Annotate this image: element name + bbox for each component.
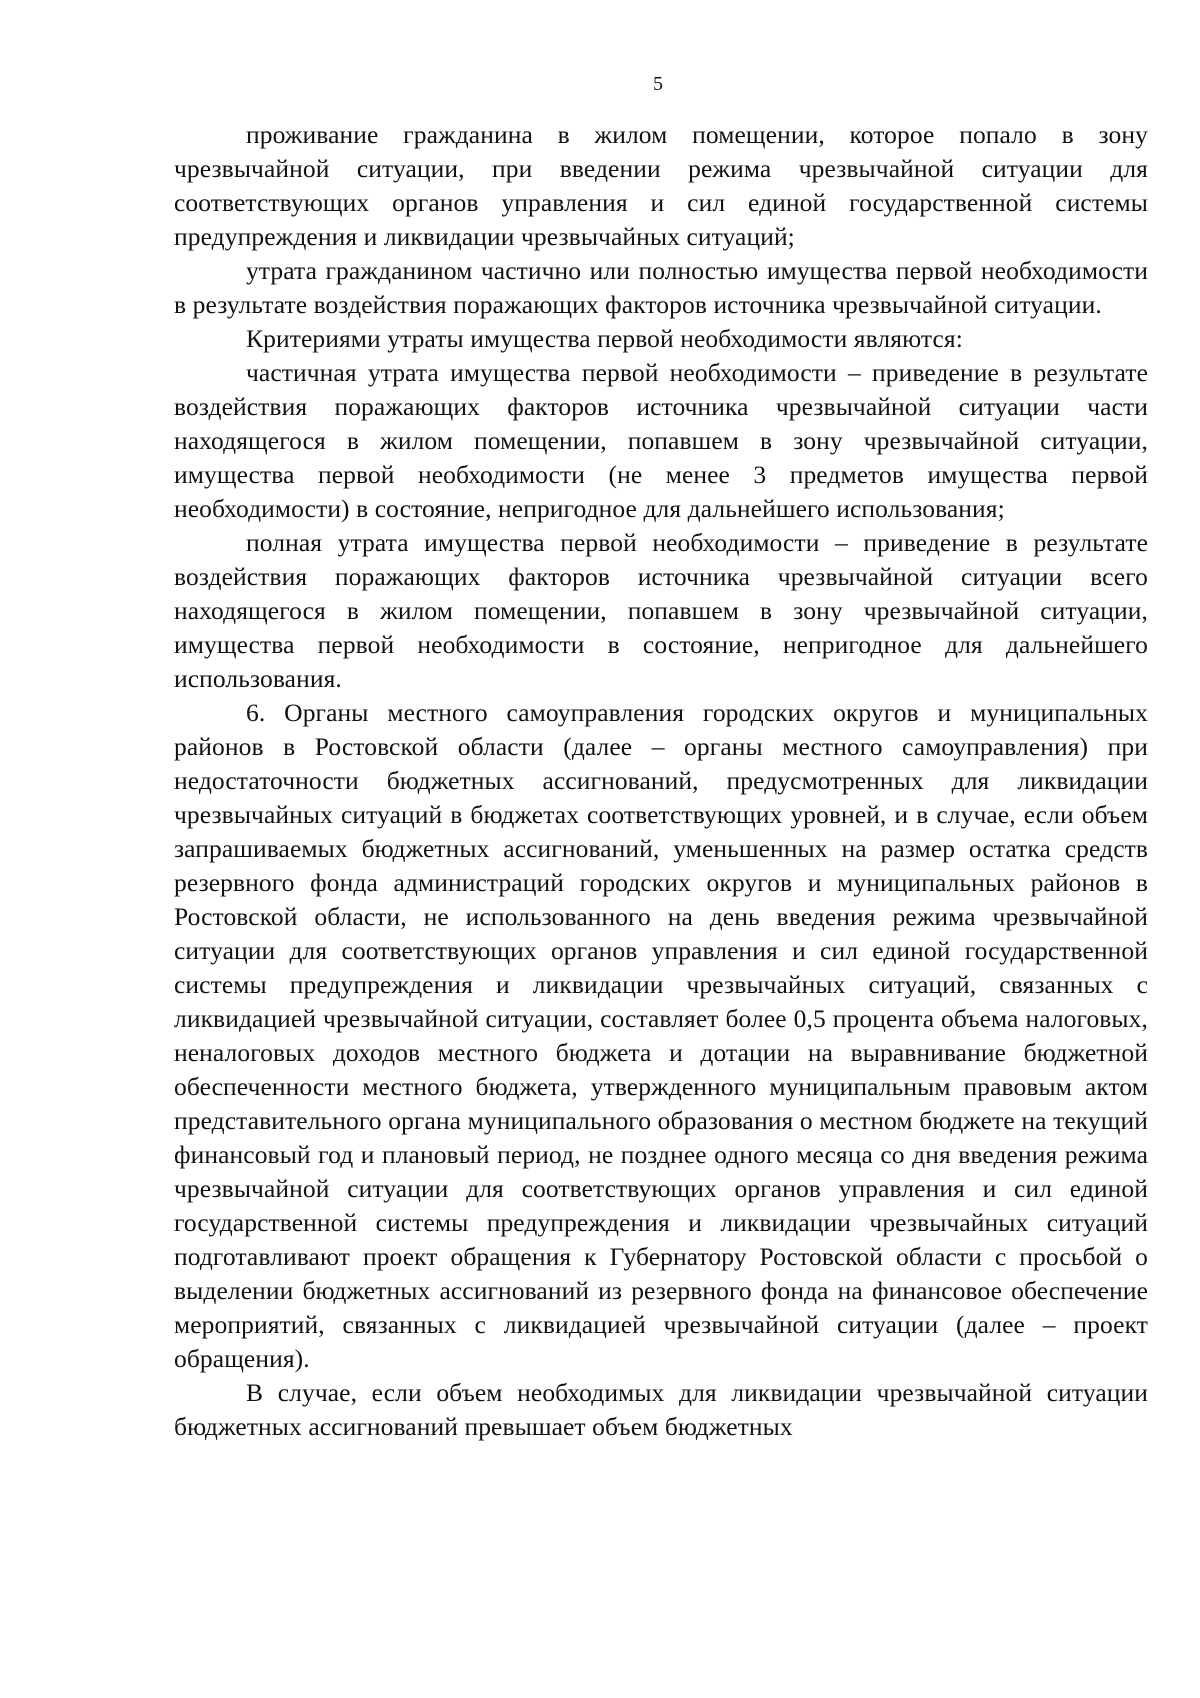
paragraph-section-6-local-government: 6. Органы местного самоуправления городских округов и муниципальных районов в Ростовской области (далее – органы местного самоуправления) при недостаточности бюджетных ассигнований, предусмотренных для ликвидации чрезвычайных ситуаций в бюджетах соответствующих уровней, и в случае, если объем запрашиваемых бюджетных ассигнований, уменьшенных на размер остатка средств резервного фонда администраций городских округов и муниципальных районов в Ростовской области, не использованного на день введения режима чрезвычайной ситуации для соответствующих органов управления и сил единой государственной системы предупреждения и ликвидации чрезвычайных ситуаций, связанных с ликвидацией чрезвычайной ситуации, составляет более 0,5 процента объема налоговых, неналоговых доходов местного бюджета и дотации на выравнивание бюджетной обеспеченности местного бюджета, утвержденного муниципальным правовым актом представительного органа муниципального образования о местном бюджете на текущий финансовый год и плановый период, не позднее одного месяца со дня введения режима чрезвычайной ситуации для соответствующих органов управления и сил единой государственной системы предупреждения и ликвидации чрезвычайных ситуаций подготавливают проект обращения к Губернатору Ростовской области с просьбой о выделении бюджетных ассигнований из резервного фонда на финансовое обеспечение мероприятий, связанных с ликвидацией чрезвычайной ситуации (далее – проект обращения). — [174, 698, 1148, 1373]
page-number: 5 — [653, 73, 663, 95]
paragraph-budget-excess-case: В случае, если объем необходимых для ликвидации чрезвычайной ситуации бюджетных ассигнований превышает объем бюджетных — [174, 1378, 1148, 1441]
paragraph-full-loss: полная утрата имущества первой необходимости – приведение в результате воздействия поражающих факторов источника чрезвычайной ситуации всего находящегося в жилом помещении, попавшем в зону чрезвычайной ситуации, имущества первой необходимости в состояние, непригодное для дальнейшего использования. — [174, 528, 1148, 693]
paragraph-partial-loss: частичная утрата имущества первой необходимости – приведение в результате воздействия поражающих факторов источника чрезвычайной ситуации части находящегося в жилом помещении, попавшем в зону чрезвычайной ситуации, имущества первой необходимости (не менее 3 предметов имущества первой необходимости) в состояние, непригодное для дальнейшего использования; — [174, 358, 1148, 523]
paragraph-residence-in-emergency-zone: проживание гражданина в жилом помещении, которое попало в зону чрезвычайной ситуации, при введении режима чрезвычайной ситуации для соответствующих органов управления и сил единой государственной системы предупреждения и ликвидации чрезвычайных ситуаций; — [174, 120, 1148, 251]
paragraph-loss-of-essential-property: утрата гражданином частично или полностью имущества первой необходимости в результате воздействия поражающих факторов источника чрезвычайной ситуации. — [174, 256, 1148, 319]
paragraph-loss-criteria-heading: Критериями утраты имущества первой необходимости являются: — [246, 324, 963, 353]
document-body — [174, 118, 1148, 1444]
